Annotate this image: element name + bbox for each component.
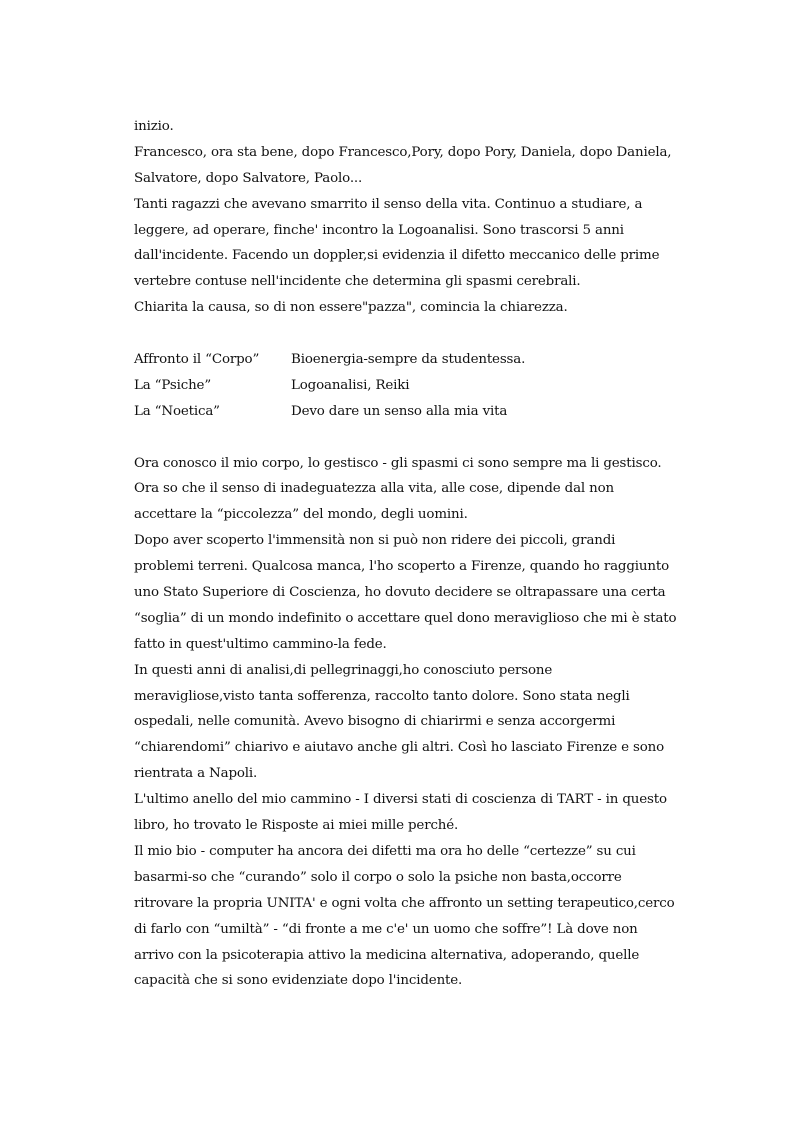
text-line: rientrata a Napoli. bbox=[134, 766, 258, 782]
paragraph-1 bbox=[134, 114, 714, 321]
text-line: basarmi-so che “curando” solo il corpo o solo la psiche non basta,occorre bbox=[134, 869, 622, 885]
text-line: Ora conosco il mio corpo, lo gestisco - gli spasmi ci sono sempre ma li gestisco. bbox=[134, 455, 662, 471]
document-body bbox=[134, 114, 714, 994]
text-line: In questi anni di analisi,di pellegrinaggi,ho conosciuto persone bbox=[134, 662, 553, 678]
text-line: fatto in quest'ultimo cammino-la fede. bbox=[134, 636, 387, 652]
aspects-table bbox=[134, 347, 714, 425]
text-line: Francesco, ora sta bene, dopo Francesco,Pory, dopo Pory, Daniela, dopo Daniela, bbox=[134, 144, 672, 160]
text-line: accettare la “piccolezza” del mondo, degli uomini. bbox=[134, 507, 468, 523]
aspect-term: La “Psiche” bbox=[134, 377, 212, 393]
aspect-row-noetica bbox=[134, 399, 714, 425]
text-line: “soglia” di un mondo indefinito o accettare quel dono meraviglioso che mi è stato bbox=[134, 610, 677, 626]
text-line: arrivo con la psicoterapia attivo la medicina alternativa, adoperando, quelle bbox=[134, 947, 640, 963]
text-line: problemi terreni. Qualcosa manca, l'ho scoperto a Firenze, quando ho raggiunto bbox=[134, 559, 669, 575]
spacer bbox=[134, 321, 714, 347]
aspect-row-psiche bbox=[134, 373, 714, 399]
aspect-description: Devo dare un senso alla mia vita bbox=[291, 403, 508, 419]
text-line: inizio. bbox=[134, 119, 174, 134]
text-line: Tanti ragazzi che avevano smarrito il senso della vita. Continuo a studiare, a bbox=[134, 196, 643, 212]
text-line: ritrovare la propria UNITA' e ogni volta che affronto un setting terapeutico,cerco bbox=[134, 895, 675, 911]
text-line: “chiarendomi” chiarivo e aiutavo anche gli altri. Così ho lasciato Firenze e sono bbox=[134, 740, 665, 756]
text-line: meravigliose,visto tanta sofferenza, raccolto tanto dolore. Sono stata negli bbox=[134, 688, 630, 704]
text-line: Il mio bio - computer ha ancora dei difetti ma ora ho delle “certezze” su cui bbox=[134, 843, 636, 859]
aspect-row-corpo bbox=[134, 347, 714, 373]
text-line: libro, ho trovato le Risposte ai miei mille perché. bbox=[134, 818, 459, 834]
text-line: di farlo con “umiltà” - “di fronte a me c'e' un uomo che soffre”! Là dove non bbox=[134, 921, 638, 937]
text-line: dall'incidente. Facendo un doppler,si evidenzia il difetto meccanico delle prime bbox=[134, 248, 660, 264]
paragraph-2 bbox=[134, 451, 714, 995]
text-line: Chiarita la causa, so di non essere"pazza", comincia la chiarezza. bbox=[134, 300, 568, 316]
text-line: ospedali, nelle comunità. Avevo bisogno di chiarirmi e senza accorgermi bbox=[134, 714, 616, 730]
spacer bbox=[134, 425, 714, 451]
text-line: Dopo aver scoperto l'immensità non si può non ridere dei piccoli, grandi bbox=[134, 533, 616, 549]
aspect-description: Logoanalisi, Reiki bbox=[291, 377, 410, 393]
aspect-description: Bioenergia-sempre da studentessa. bbox=[291, 352, 526, 368]
text-line: vertebre contuse nell'incidente che determina gli spasmi cerebrali. bbox=[134, 274, 581, 290]
text-line: Ora so che il senso di inadeguatezza alla vita, alle cose, dipende dal non bbox=[134, 481, 615, 497]
text-line: leggere, ad operare, finche' incontro la Logoanalisi. Sono trascorsi 5 anni bbox=[134, 222, 624, 238]
text-line: capacità che si sono evidenziate dopo l'incidente. bbox=[134, 973, 463, 989]
text-line: L'ultimo anello del mio cammino - I diversi stati di coscienza di TART - in questo bbox=[134, 792, 667, 808]
aspect-term: La “Noetica” bbox=[134, 403, 220, 419]
text-line: uno Stato Superiore di Coscienza, ho dovuto decidere se oltrapassare una certa bbox=[134, 585, 666, 601]
text-line: Salvatore, dopo Salvatore, Paolo... bbox=[134, 170, 363, 186]
aspect-term: Affronto il “Corpo” bbox=[134, 352, 260, 368]
